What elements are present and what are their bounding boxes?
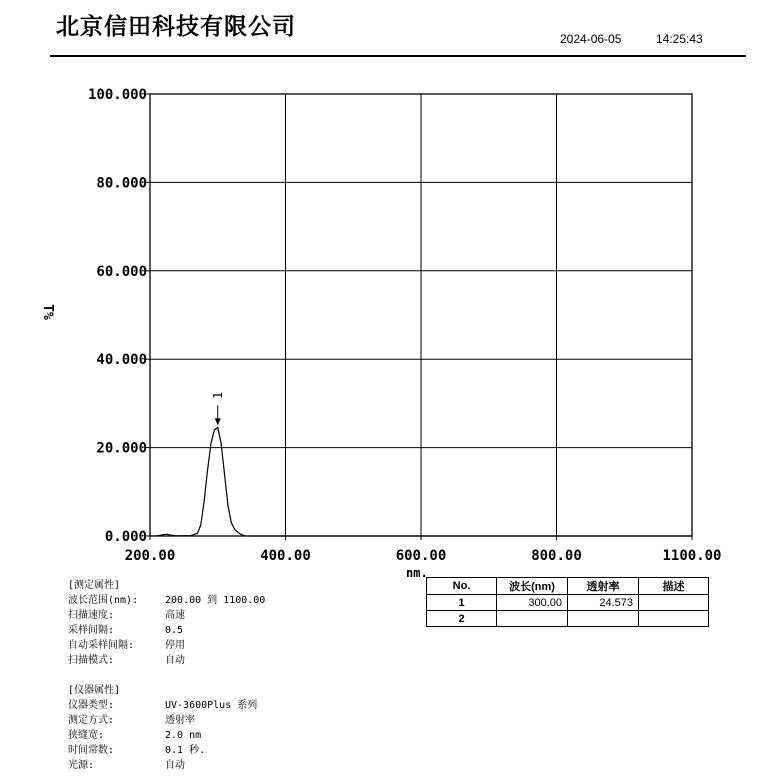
x-tick-labels [125, 548, 722, 564]
property-row [68, 638, 265, 653]
property-row [68, 758, 257, 773]
cell-transmittance: 24.573 [568, 595, 639, 611]
y-tick-label: 100.000 [87, 87, 147, 103]
property-row [68, 608, 265, 623]
property-value: 停用 [165, 640, 185, 651]
property-key: 测定方式: [68, 715, 115, 726]
y-tick-label: 40.000 [96, 352, 147, 369]
cell-transmittance [568, 611, 639, 627]
table-row [427, 611, 709, 627]
property-value: 2.0 nm [165, 730, 202, 741]
y-tick-label: 60.000 [96, 263, 147, 280]
table-row [427, 595, 709, 611]
y-tick-label: 20.000 [96, 440, 147, 457]
property-row [68, 593, 265, 608]
property-value: 透射率 [165, 715, 195, 726]
property-key: 扫描速度: [68, 610, 115, 621]
col-header-transmittance: 透射率 [568, 578, 639, 595]
property-key: 仪器类型: [68, 700, 115, 711]
property-value: 自动 [165, 760, 185, 771]
peak-label: 1 [210, 391, 225, 400]
property-key: 自动采样间隔: [68, 640, 135, 651]
report-date: 2024-06-05 [560, 32, 622, 46]
chart-grid [146, 94, 692, 540]
property-row [68, 713, 257, 728]
x-tick-label: 200.00 [124, 548, 176, 564]
company-name: 北京信田科技有限公司 [56, 14, 296, 40]
y-tick-labels [88, 87, 147, 545]
property-row [68, 728, 257, 743]
cell-description [639, 595, 709, 611]
property-key: 光源: [68, 760, 95, 771]
measure-properties [68, 578, 265, 668]
x-tick-label: 400.00 [260, 548, 311, 564]
cell-no: 1 [427, 595, 497, 611]
instrument-properties-title: [仪器属性] [68, 685, 121, 696]
peak-marker-arrow [215, 418, 221, 425]
property-value: 高速 [165, 610, 185, 621]
peak-annotations [211, 392, 225, 426]
property-key: 采样间隔: [68, 625, 115, 636]
x-axis-label: nm. [406, 566, 428, 580]
col-header-no: No. [427, 578, 497, 595]
property-key: 时间常数: [68, 745, 115, 756]
property-key: 狭缝宽: [68, 730, 105, 741]
y-axis-label: T% [40, 304, 55, 320]
property-value: UV-3600Plus 系列 [165, 700, 258, 711]
peak-table [426, 577, 709, 627]
x-tick-label: 800.00 [531, 548, 582, 564]
property-value: 200.00 到 1100.00 [165, 595, 266, 606]
x-tick-label: 1100.00 [662, 548, 722, 564]
property-value: 0.1 秒. [165, 745, 206, 756]
y-tick-label: 80.000 [96, 175, 147, 192]
peak-table-header [427, 578, 709, 595]
property-value: 0.5 [165, 625, 184, 636]
cell-description [639, 611, 709, 627]
col-header-wavelength: 波长(nm) [497, 578, 568, 595]
instrument-properties [68, 683, 257, 773]
report-time: 14:25:43 [656, 32, 703, 46]
property-key: 扫描模式: [68, 655, 115, 666]
cell-no: 2 [427, 611, 497, 627]
cell-wavelength [497, 611, 568, 627]
property-row [68, 743, 257, 758]
y-tick-label: 0.000 [104, 529, 147, 545]
col-header-description: 描述 [639, 578, 709, 595]
measure-properties-title: [测定属性] [68, 580, 121, 591]
property-row [68, 623, 265, 638]
property-value: 自动 [165, 655, 185, 666]
property-key: 波长范围(nm): [68, 595, 139, 606]
property-row [68, 698, 257, 713]
cell-wavelength: 300.00 [497, 595, 568, 611]
property-row [68, 653, 265, 668]
x-tick-label: 600.00 [395, 548, 447, 564]
